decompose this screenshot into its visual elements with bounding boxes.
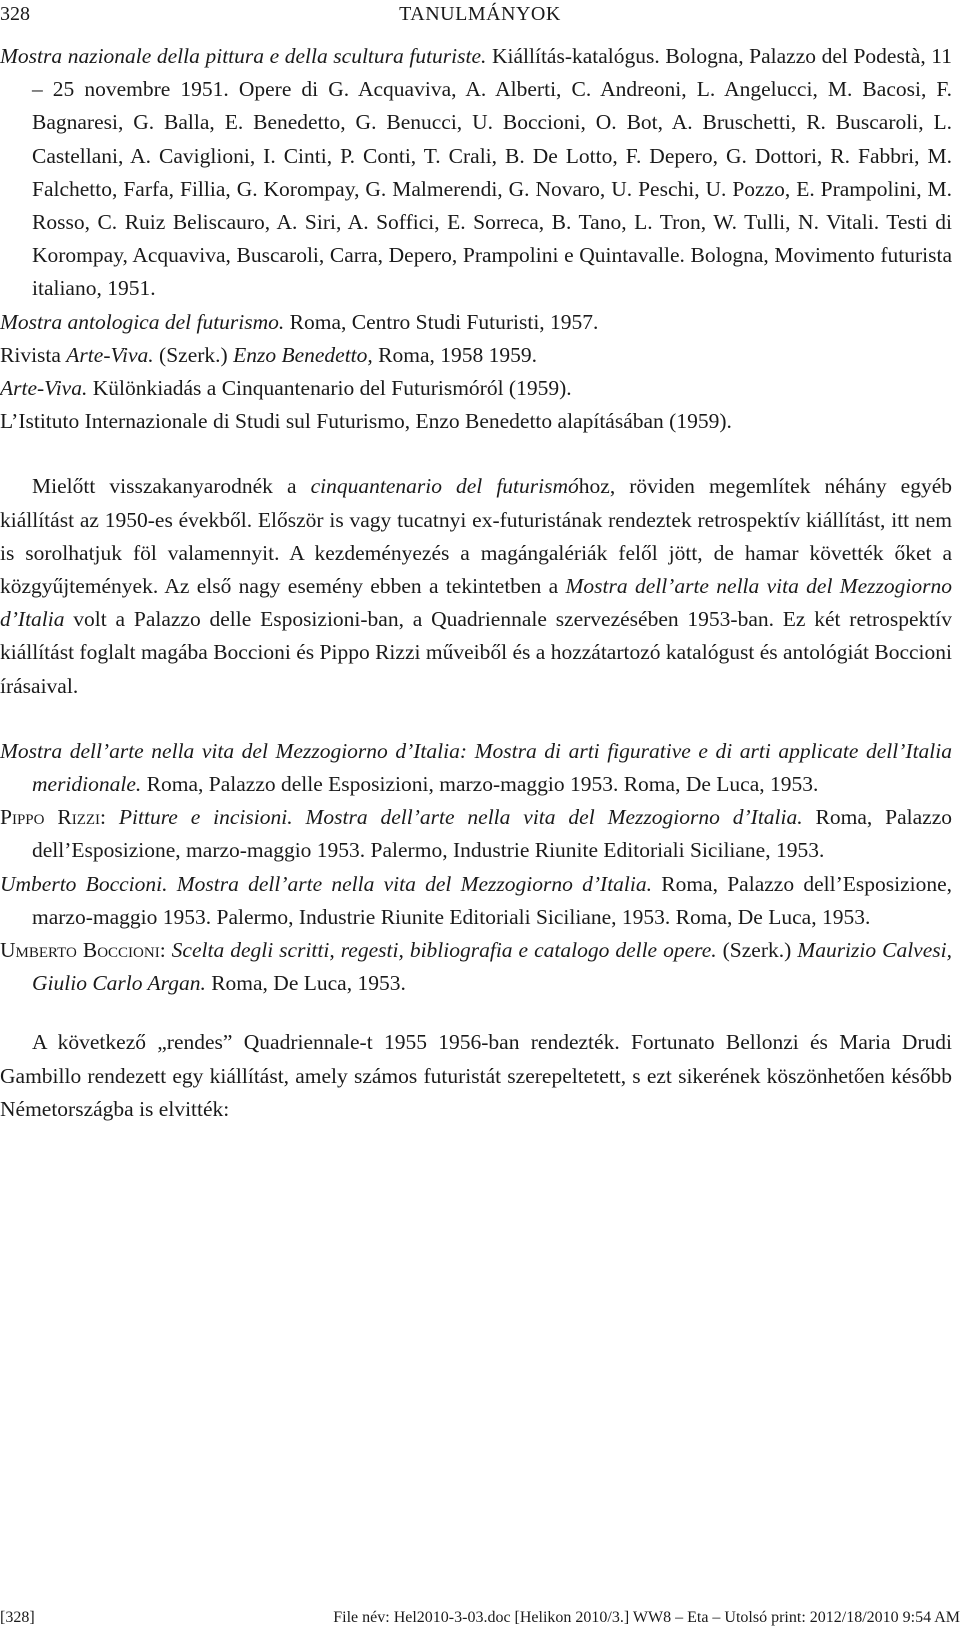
page-number: 328 xyxy=(0,3,30,25)
entry-title: Pitture e incisioni. Mostra dell’arte nella vita del Mezzogiorno d’Italia. xyxy=(106,805,803,830)
bibliography-entry xyxy=(0,339,952,372)
page-footer xyxy=(0,1608,960,1632)
spacer xyxy=(0,703,952,735)
entry-text: Roma, Centro Studi Futuristi, 1957. xyxy=(284,309,599,334)
entry-title: Arte-Viva. xyxy=(0,376,88,401)
entry-author: Pippo Rizzi: xyxy=(0,805,106,830)
paragraph-text: hoz, röviden megemlítek néhány egyéb kiállítást az 1950-es évekből. Először is vagy tucatnyi ex-futuristának rendeztek retrospektív kiállítást, itt nem is sorolhatjuk föl valamennyit. A kezdeményezés a magángalériák felől jött, de hamar követték őket a közgyűjtemények. Az első nagy esemény ebben a tekintetben a xyxy=(0,474,952,599)
entry-editor-label: (Szerk.) xyxy=(153,342,234,367)
entry-title: Umberto Boccioni. Mostra dell’arte nella vita del Mezzogiorno d’Italia. xyxy=(0,871,652,896)
running-head: TANULMÁNYOK xyxy=(399,3,561,25)
footer-page-ref: [328] xyxy=(0,1609,35,1626)
footer-file-info: File név: Hel2010-3-03.doc [Helikon 2010/3.] WW8 – Eta – Utolsó print: 2012/18/2010 9:54 AM xyxy=(333,1609,960,1626)
page-header xyxy=(0,0,960,30)
entry-editors: Maurizio Calvesi, Giulio Carlo Argan. xyxy=(32,938,952,996)
entry-text: Roma, Palazzo dell’Esposizione, marzo-maggio 1953. Palermo, Industrie Riunite Editoriali Siciliane, 1953. xyxy=(32,805,952,863)
bibliography-entry xyxy=(0,735,952,801)
entry-text: Kiállítás-katalógus. Bologna, Palazzo del Podestà, 11 – 25 novembre 1951. Opere di G. Acquaviva, A. Alberti, C. Andreoni, L. Angelucci, M. Bacosi, F. Bagnaresi, G. Balla, E. Benedetto, G. Benucci, U. Boccioni, O. Bot, A. Bruschetti, R. Buscaroli, L. Castellani, A. Caviglioni, I. Cinti, P. Conti, T. Crali, B. De Lotto, F. Depero, G. Dottori, R. Fabbri, M. Falchetto, Farfa, Fillia, G. Korompay, G. Malmerendi, G. Novaro, U. Peschi, U. Pozzo, E. Prampolini, M. Rosso, C. Ruiz Beliscauro, A. Siri, A. Soffici, E. Sorreca, B. Tano, L. Tron, W. Tulli, N. Vitali. Testi di Korompay, Acquaviva, Buscaroli, Carra, Depero, Prampolini e Quintavalle. Bologna, Movimento futurista italiano, 1951. xyxy=(32,44,952,301)
spacer xyxy=(0,1000,952,1026)
paragraph-text: volt a Palazzo delle Esposizioni-ban, a Quadriennale szervezésében 1953-ban. Ez két retrospektív kiállítást foglalt magába Boccioni és Pippo Rizzi műveiből és a hozzátartozó katalógust és antológiát Boccioni írásaival. xyxy=(0,607,952,698)
entry-title: Scelta degli scritti, regesti, bibliografia e catalogo delle opere. xyxy=(165,938,717,963)
entry-editor: Enzo Benedetto, xyxy=(233,342,373,367)
entry-editor-label: (Szerk.) xyxy=(716,938,798,963)
entry-title: Mostra antologica del futurismo. xyxy=(0,309,285,334)
entry-title: Mostra nazionale della pittura e della scultura futuriste. xyxy=(0,44,487,68)
paragraph-text: A következő „rendes” Quadriennale-t 1955 1956-ban rendezték. Fortunato Bellonzi és Maria Drudi Gambillo rendezett egy kiállítást, amely számos futuristát szerepeltetett, s ezt sikerének köszönhetően később Németországba is elvitték: xyxy=(0,1030,952,1121)
paragraph-italic: cinquantenario del futurismó xyxy=(310,474,579,499)
bibliography-entry xyxy=(0,306,952,339)
entry-text: Roma, De Luca, 1953. xyxy=(205,971,406,996)
entry-text: Roma, Palazzo dell’Esposizione, marzo-maggio 1953. Palermo, Industrie Riunite Editoriali Siciliane, 1953. Roma, De Luca, 1953. xyxy=(32,871,952,929)
entry-prefix: Rivista xyxy=(0,342,67,367)
entry-text: Roma, 1958 1959. xyxy=(372,342,538,367)
entry-text: L’Istituto Internazionale di Studi sul Futurismo, Enzo Benedetto alapításában (1959). xyxy=(0,409,732,434)
spacer xyxy=(0,438,952,470)
bibliography-entry xyxy=(0,868,952,934)
bibliography-entry xyxy=(0,372,952,405)
entry-text: Különkiadás a Cinquantenario del Futurismóról (1959). xyxy=(87,376,572,401)
paragraph-text: Mielőtt visszakanyarodnék a xyxy=(32,474,311,499)
body-paragraph xyxy=(0,470,952,702)
paragraph-italic: Mostra dell’arte nella vita del Mezzogiorno d’Italia xyxy=(0,574,953,632)
bibliography-entry xyxy=(0,40,952,306)
bibliography-entry xyxy=(0,934,952,1000)
entry-title: Mostra dell’arte nella vita del Mezzogiorno d’Italia: Mostra di arti figurative e di arti applicate dell’Italia meridionale. xyxy=(0,738,952,797)
page-body xyxy=(0,40,952,1126)
entry-author: Umberto Boccioni: xyxy=(0,938,166,963)
body-paragraph xyxy=(0,1026,952,1126)
bibliography-entry xyxy=(0,801,952,867)
entry-text: Roma, Palazzo delle Esposizioni, marzo-maggio 1953. Roma, De Luca, 1953. xyxy=(141,772,819,797)
bibliography-entry xyxy=(0,405,952,438)
entry-title: Arte-Viva. xyxy=(66,342,154,367)
